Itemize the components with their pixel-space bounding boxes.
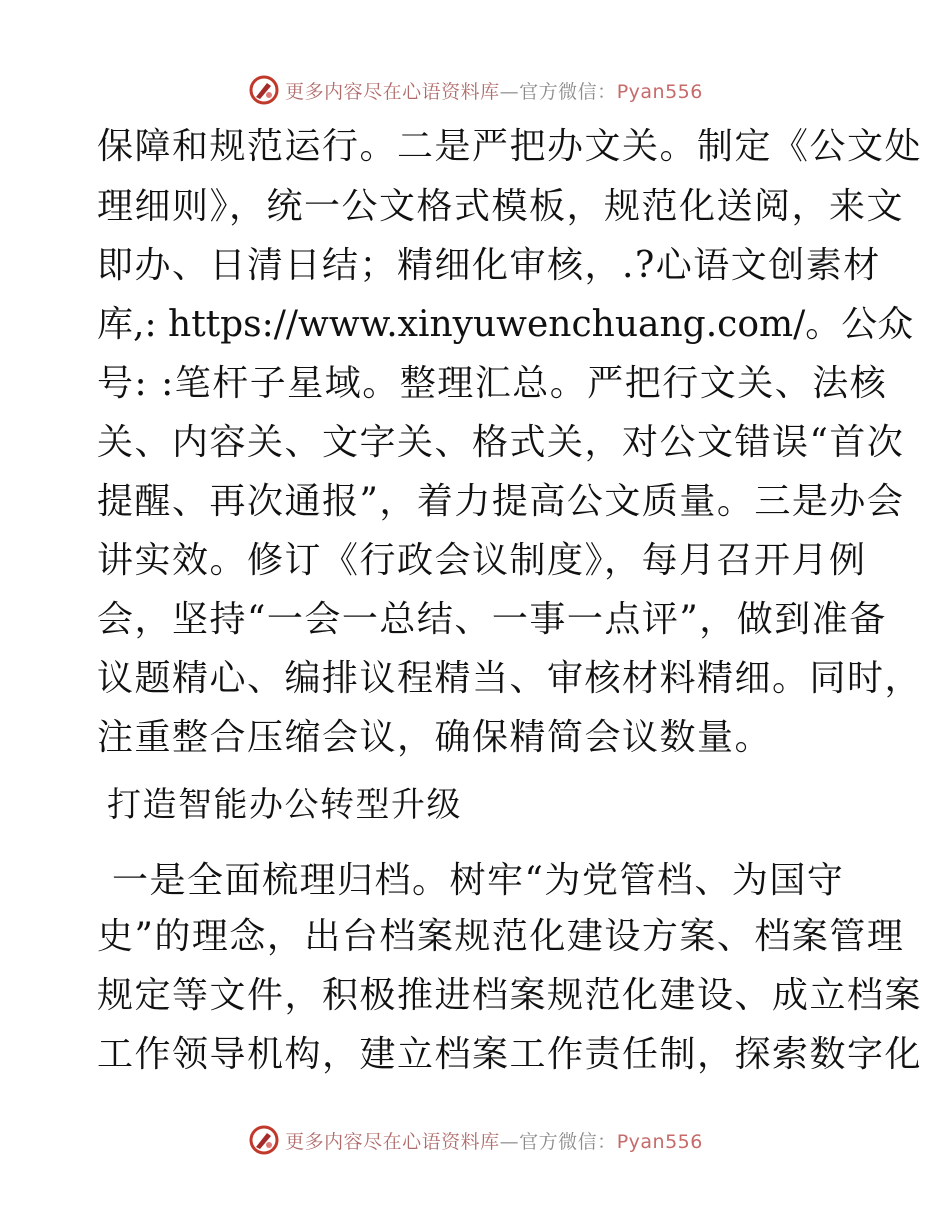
- watermark-wechat-account: Pyan556: [616, 80, 703, 103]
- red-brush-circle-icon: [247, 1123, 281, 1157]
- watermark-wechat-label: 官方微信：: [519, 1130, 617, 1153]
- paragraph-1-line: 议题精心、编排议程精当、审核材料精细。同时，: [97, 658, 923, 699]
- paragraph-1-line: 注重整合压缩会议，确保精简会议数量。: [97, 717, 773, 758]
- paragraph-1-line: 提醒、再次通报”，着力提高公文质量。三是办会: [97, 481, 905, 522]
- paragraph-1-line-url: 库,: https://www.xinyuwenchuang.com/。公众: [97, 304, 914, 345]
- section-heading: 打造智能办公转型升级: [107, 785, 462, 825]
- watermark-banner-top: [0, 70, 950, 110]
- watermark-text: [285, 1127, 703, 1154]
- watermark-banner-bottom: [0, 1120, 950, 1160]
- paragraph-1-line: 关、内容关、文字关、格式关，对公文错误“首次: [97, 422, 905, 463]
- watermark-site-text: 更多内容尽在心语资料库: [285, 1130, 500, 1153]
- paragraph-1-line: 会，坚持“一会一总结、一事一点评”，做到准备: [97, 599, 887, 640]
- watermark-wechat-label: 官方微信：: [519, 80, 617, 103]
- paragraph-2-line: 工作领导机构，建立档案工作责任制，探索数字化: [97, 1034, 923, 1075]
- watermark-site-text: 更多内容尽在心语资料库: [285, 80, 500, 103]
- watermark-text: [285, 77, 703, 104]
- watermark-wechat-account: Pyan556: [616, 1130, 703, 1153]
- paragraph-1-line: 即办、日清日结；精细化审核，.?心语文创素材: [97, 245, 881, 286]
- red-brush-circle-icon: [247, 73, 281, 107]
- paragraph-2-line: 史”的理念，出台档案规范化建设方案、档案管理: [97, 916, 905, 957]
- paragraph-2-line: 规定等文件，积极推进档案规范化建设、成立档案: [97, 975, 923, 1016]
- paragraph-1-line: 号: :笔杆子星域。整理汇总。严把行文关、法核: [97, 363, 888, 404]
- paragraph-1-line: 讲实效。修订《行政会议制度》，每月召开月例: [97, 540, 867, 581]
- paragraph-1-line: 理细则》，统一公文格式模板，规范化送阅，来文: [97, 186, 905, 227]
- watermark-dash: —: [499, 1130, 520, 1153]
- paragraph-1-line: 保障和规范运行。二是严把办文关。制定《公文处: [97, 126, 923, 167]
- watermark-dash: —: [499, 80, 520, 103]
- paragraph-2-line: 一是全面梳理归档。树牢“为党管档、为国守: [112, 860, 845, 901]
